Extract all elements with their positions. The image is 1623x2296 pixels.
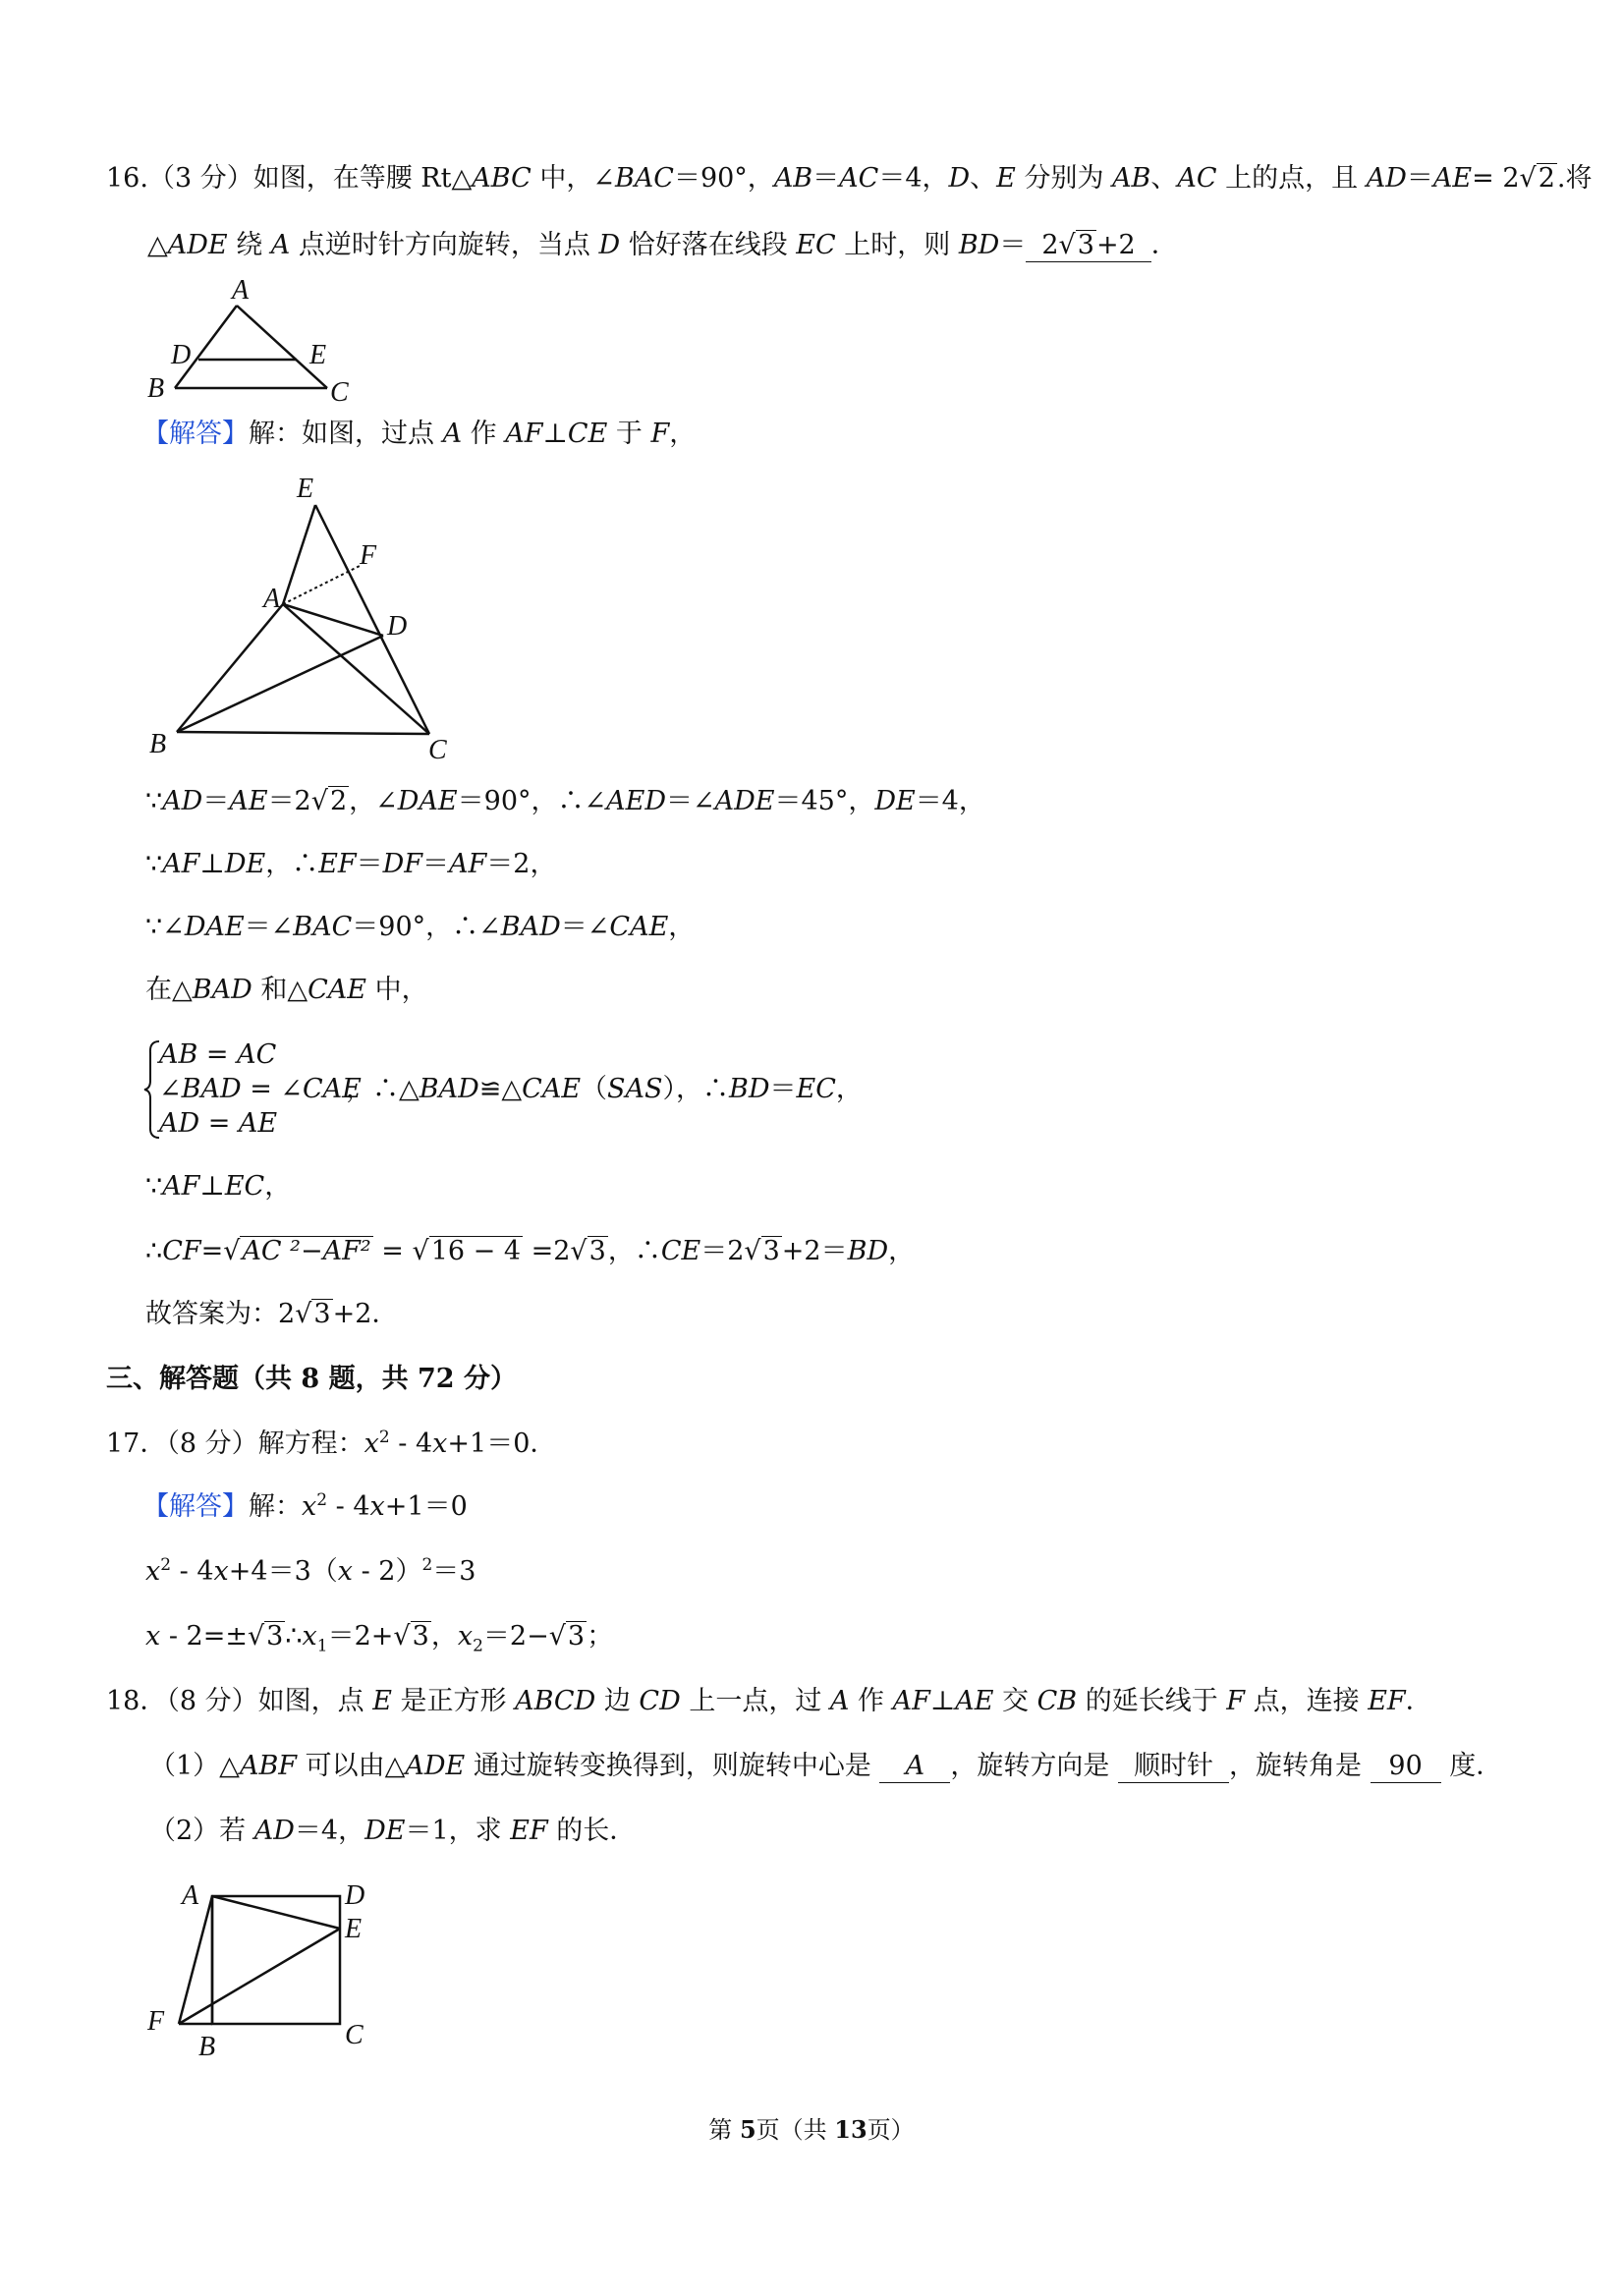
fig3-square-abcd [212,1896,340,2024]
q16-step-1: ∵AD＝AE＝2√2，∠DAE＝90°，∴∠AED＝∠ADE＝45°，DE＝4， [145,786,985,816]
system-eq-3: AD = AE [159,1108,278,1139]
fig1-label-d: D [171,340,192,370]
q17-solution-2: $x^2 - 4x+4=3(x - 2)^2=3$ [145,1555,476,1587]
fig3-seg-af [179,1896,212,2024]
fig1-label-a: A [232,277,250,306]
fig2-label-e: E [297,474,314,504]
page-number: 5 [739,2115,756,2144]
solution-tag: 【解答】 [142,419,249,449]
fig3-label-f: F [147,2006,165,2037]
q18-stem: 18．（8 分）如图，点 E 是正方形 ABCD 边 CD 上一点，过 A 作 AF⊥AE 交 CB 的延长线于 F 点，连接 EF． [106,1686,1432,1716]
q16-solution-intro: 【解答】解：如图，过点 A 作 AF⊥CE 于 F， [142,419,697,449]
fig2-label-a: A [263,584,281,614]
q16-step-4: 在△BAD 和△CAE 中， [145,975,428,1005]
fig3-label-d: D [345,1880,365,1911]
q18-part-2: （2）若 AD＝4，DE＝1，求 EF 的长． [149,1816,637,1846]
system-eq-1: AB = AC [159,1039,277,1070]
q18-answer-center: A [879,1751,950,1783]
fig3-seg-fe [179,1929,340,2024]
fig3-label-e: E [345,1914,363,1944]
q18-figure-square [138,1867,393,2063]
system-eq-2: ∠BAD = ∠CAE [159,1074,362,1104]
fig1-label-c: C [330,377,349,405]
q18-answer-angle: 90 [1371,1751,1441,1783]
q17-solution-1: 【解答】解：$x^2 - 4x+1=0$ [142,1490,468,1522]
fig2-seg-bd [177,636,383,732]
fig2-seg-ac [283,604,429,734]
solution-tag: 【解答】 [142,1491,249,1522]
q16-step-5: ，∴△BAD≌△CAE（SAS），∴BD＝EC， [346,1074,863,1104]
sqrt: √2 [1519,163,1555,194]
q17-solution-3: $x - 2=\pm√3\therefore x_1=2+√3$，$x_2=2-√3$； [145,1621,614,1656]
q16-figure-triangle [138,277,373,405]
fig1-label-b: B [147,373,165,404]
q18-part-1: （1）△ABF 可以由△ADE 通过旋转变换得到，则旋转中心是 A ，旋转方向是 顺时针 ，旋转角是 90 度． [149,1751,1503,1781]
section-3-heading: 三、解答题（共 8 题，共 72 分） [106,1364,517,1394]
q16-figure-rotated [138,472,472,766]
page-footer: 第 5页（共 13页） [708,2115,915,2144]
q16-step-2: ∵AF⊥DE，∴EF＝DF＝AF＝2， [145,849,557,879]
fig3-label-b: B [198,2032,216,2062]
fig1-label-e: E [309,340,327,370]
fig2-label-f: F [360,540,377,571]
fig2-label-c: C [428,735,447,765]
fig3-seg-ae [212,1896,340,1929]
q16-stem-line1: 16.（3 分）如图，在等腰 Rt△ABC 中，∠BAC＝90°，AB＝AC＝4，D、E 分别为 AB、AC 上的点，且 AD＝AE= 2√2.将 [106,161,1593,196]
q16-step-6: ∵AF⊥EC， [145,1171,292,1202]
fig2-label-b: B [149,729,167,759]
fig3-label-a: A [182,1880,199,1911]
fig2-seg-ea [283,505,315,604]
fig3-label-c: C [345,2020,364,2050]
page-total: 13 [834,2115,867,2144]
fig2-seg-bc [177,732,429,734]
q16-answer-blank: 2√3+2 [1026,230,1150,262]
q17-stem: 17．（8 分）解方程：$x^2 - 4x+1=0$． [106,1428,557,1459]
q16-stem-line2: △ADE 绕 A 点逆时针方向旋转，当点 D 恰好落在线段 EC 上时，则 BD＝ 2√3+2 ． [147,230,1178,260]
q16-step-7: ∴CF=√AC ²−AF² = √16 − 4 =2√3，∴CE＝2√3+2＝BD， [145,1236,916,1266]
fig2-label-d: D [387,611,408,642]
q16-final-answer: 故答案为：2√3+2． [145,1299,399,1329]
q16-step-3: ∵∠DAE＝∠BAC＝90°，∴∠BAD＝∠CAE， [145,912,696,942]
q18-answer-direction: 顺时针 [1118,1751,1229,1783]
fig2-seg-ab [177,604,283,732]
